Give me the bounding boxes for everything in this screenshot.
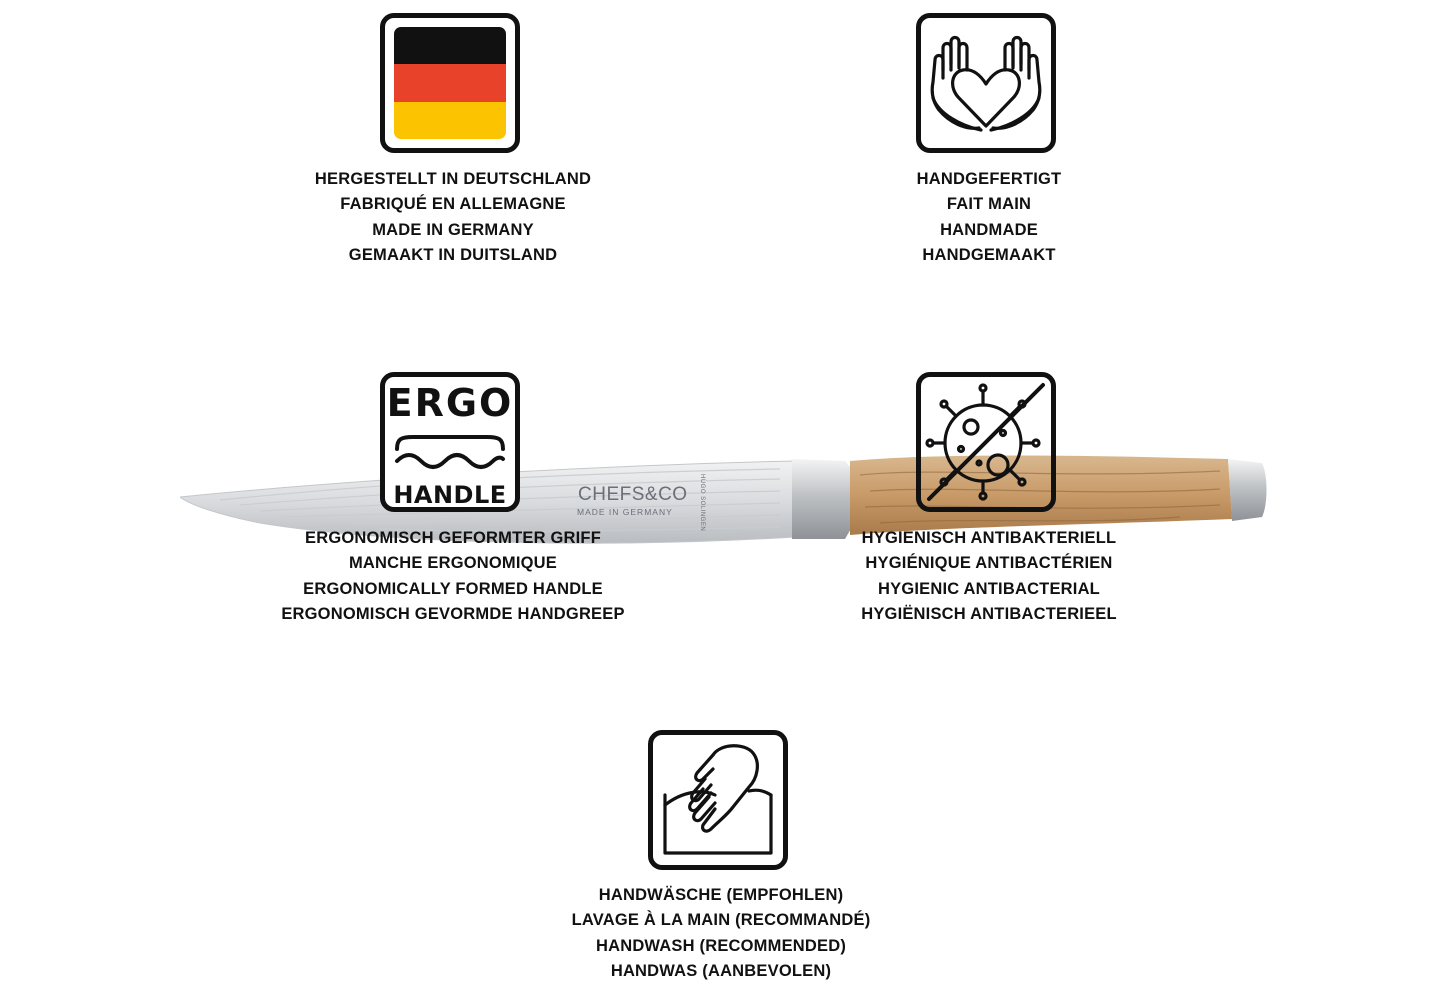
flag-stripe-black [394, 27, 506, 64]
caption-line-de: HYGIENISCH ANTIBAKTERIELL [861, 529, 1117, 547]
hygiene-caption [861, 526, 1117, 627]
caption-line-de: HERGESTELLT IN DEUTSCHLAND [314, 170, 592, 188]
caption-line-fr: FAIT MAIN [946, 195, 1032, 214]
flag-stripe-red [394, 64, 506, 101]
flag-stripe-gold [394, 102, 506, 139]
caption-line-nl: HANDWAS (AANBEVOLEN) [610, 961, 832, 980]
caption-line-fr: HYGIÉNIQUE ANTIBACTÉRIEN [865, 554, 1113, 573]
ergo-caption [281, 526, 624, 627]
ergo-label: ERGO [386, 381, 514, 425]
caption-line-nl: ERGONOMISCH GEVORMDE HANDGREEP [281, 604, 625, 623]
caption-line-de: HANDGEFERTIGT [916, 170, 1062, 188]
antibacterial-icon [916, 372, 1056, 512]
caption-line-en: HYGIENIC ANTIBACTERIAL [878, 579, 1100, 598]
ergo-handle-icon [380, 372, 520, 512]
caption-line-fr: FABRIQUÉ EN ALLEMAGNE [340, 195, 566, 214]
caption-line-fr: LAVAGE À LA MAIN (RECOMMANDÉ) [571, 911, 871, 930]
caption-line-en: HANDWASH (RECOMMENDED) [595, 936, 847, 955]
germany-flag-icon [380, 13, 520, 153]
caption-line-fr: MANCHE ERGONOMIQUE [348, 554, 558, 573]
caption-line-en: ERGONOMICALLY FORMED HANDLE [303, 579, 603, 598]
caption-line-en: HANDMADE [940, 220, 1038, 239]
caption-line-en: MADE IN GERMANY [372, 220, 534, 239]
knife-brand-subtitle: MADE IN GERMANY [577, 507, 673, 517]
germany-caption [315, 167, 591, 268]
knife-brand-logo: CHEFS&CO [578, 484, 688, 505]
handmade-caption [917, 167, 1062, 268]
caption-line-de: HANDWÄSCHE (EMPFOHLEN) [598, 886, 844, 904]
handwash-icon [648, 730, 788, 870]
caption-line-de: ERGONOMISCH GEFORMTER GRIFF [305, 529, 601, 547]
hands-heart-icon [916, 13, 1056, 153]
caption-line-nl: GEMAAKT IN DUITSLAND [348, 245, 558, 264]
knife-stamp: HUGO SOLINGEN [699, 474, 705, 532]
caption-line-nl: HYGIËNISCH ANTIBACTERIEEL [861, 604, 1117, 623]
handle-label: HANDLE [393, 481, 507, 509]
handwash-caption [572, 883, 871, 984]
caption-line-nl: HANDGEMAAKT [922, 245, 1056, 264]
